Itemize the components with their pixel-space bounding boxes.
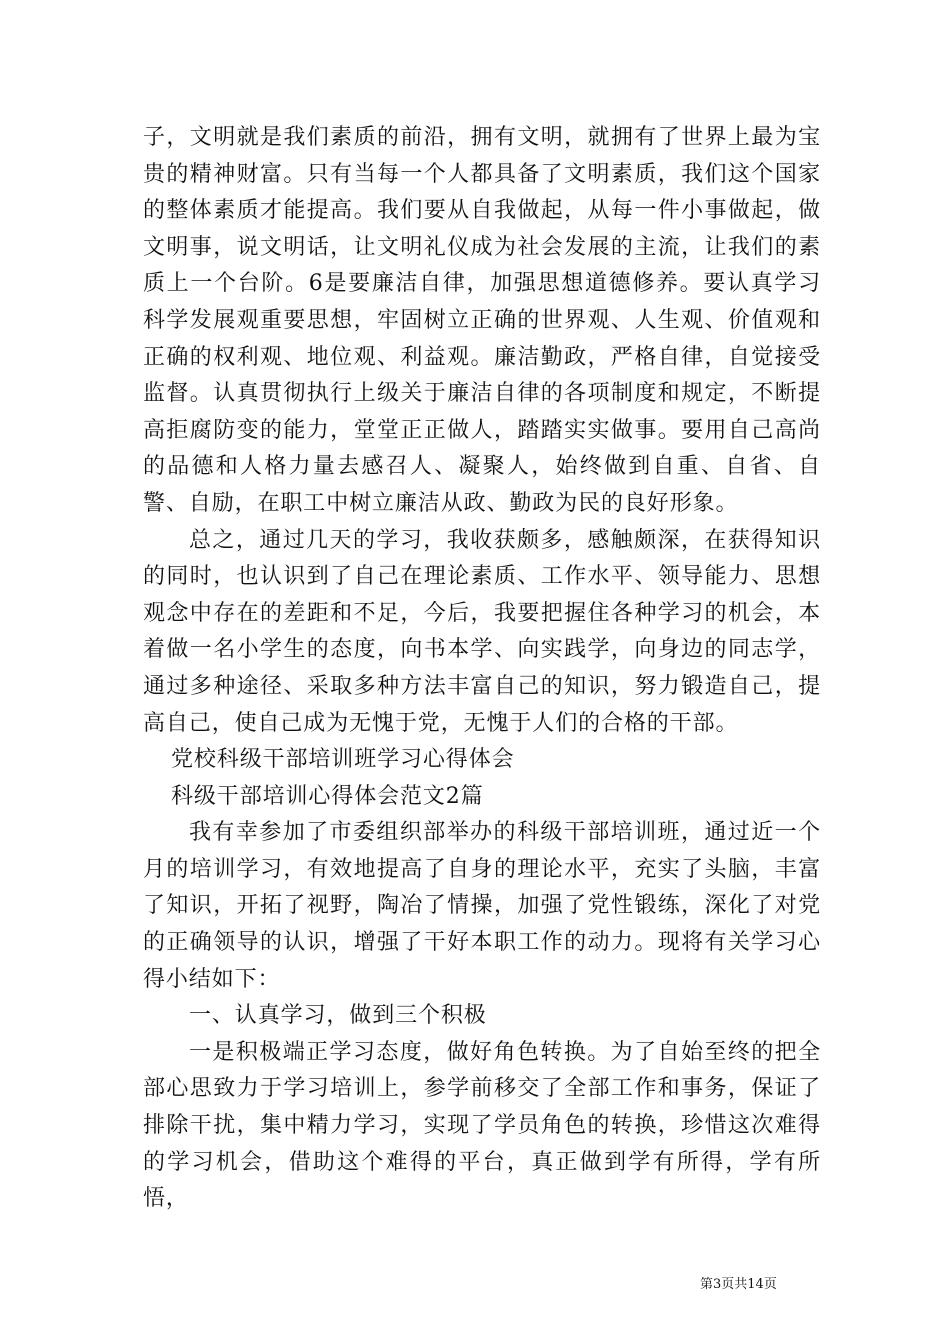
document-body [143, 120, 821, 1218]
section-title: 党校科级干部培训班学习心得体会 [171, 747, 515, 773]
paragraph-intro: 我有幸参加了市委组织部举办的科级干部培训班，通过近一个月的培训学习，有效地提高了自身的理论水平，充实了头脑，丰富了知识，开拓了视野，陶冶了情操，加强了党性锻练，深化了对党的正确领导的认识，增强了干好本职工作的动力。现将有关学习心得小结如下： [143, 820, 821, 992]
page-number: 第3页共14页 [700, 1277, 777, 1292]
paragraph-point-one: 一是积极端正学习态度，做好角色转换。为了自始至终的把全部心思致力于学习培训上，参学前移交了全部工作和事务，保证了排除干扰，集中精力学习，实现了学员角色的转换，珍惜这次难得的学习机会，借助这个难得的平台，真正做到学有所得，学有所悟， [143, 1039, 821, 1212]
article-title: 科级干部培训心得体会范文2篇 [171, 783, 484, 809]
paragraph-summary: 总之，通过几天的学习，我收获颇多，感触颇深，在获得知识的同时，也认识到了自己在理论素质、工作水平、领导能力、思想观念中存在的差距和不足，今后，我要把握住各种学习的机会，本着做一名小学生的态度，向书本学、向实践学，向身边的同志学，通过多种途径、采取多种方法丰富自己的知识，努力锻造自己，提高自己，使自己成为无愧于党，无愧于人们的合格的干部。 [143, 527, 821, 736]
subheading: 一、认真学习，做到三个积极 [189, 1003, 487, 1029]
paragraph-continuation: 子，文明就是我们素质的前沿，拥有文明，就拥有了世界上最为宝贵的精神财富。只有当每一个人都具备了文明素质，我们这个国家的整体素质才能提高。我们要从自我做起，从每一件小事做起，做文明事，说文明话，让文明礼仪成为社会发展的主流，让我们的素质上一个台阶。6是要廉洁自律，加强思想道德修养。要认真学习科学发展观重要思想，牢固树立正确的世界观、人生观、价值观和正确的权利观、地位观、利益观。廉洁勤政，严格自律，自觉接受监督。认真贯彻执行上级关于廉洁自律的各项制度和规定，不断提高拒腐防变的能力，堂堂正正做人，踏踏实实做事。要用自己高尚的品德和人格力量去感召人、凝聚人，始终做到自重、自省、自警、自励，在职工中树立廉洁从政、勤政为民的良好形象。 [143, 125, 821, 516]
